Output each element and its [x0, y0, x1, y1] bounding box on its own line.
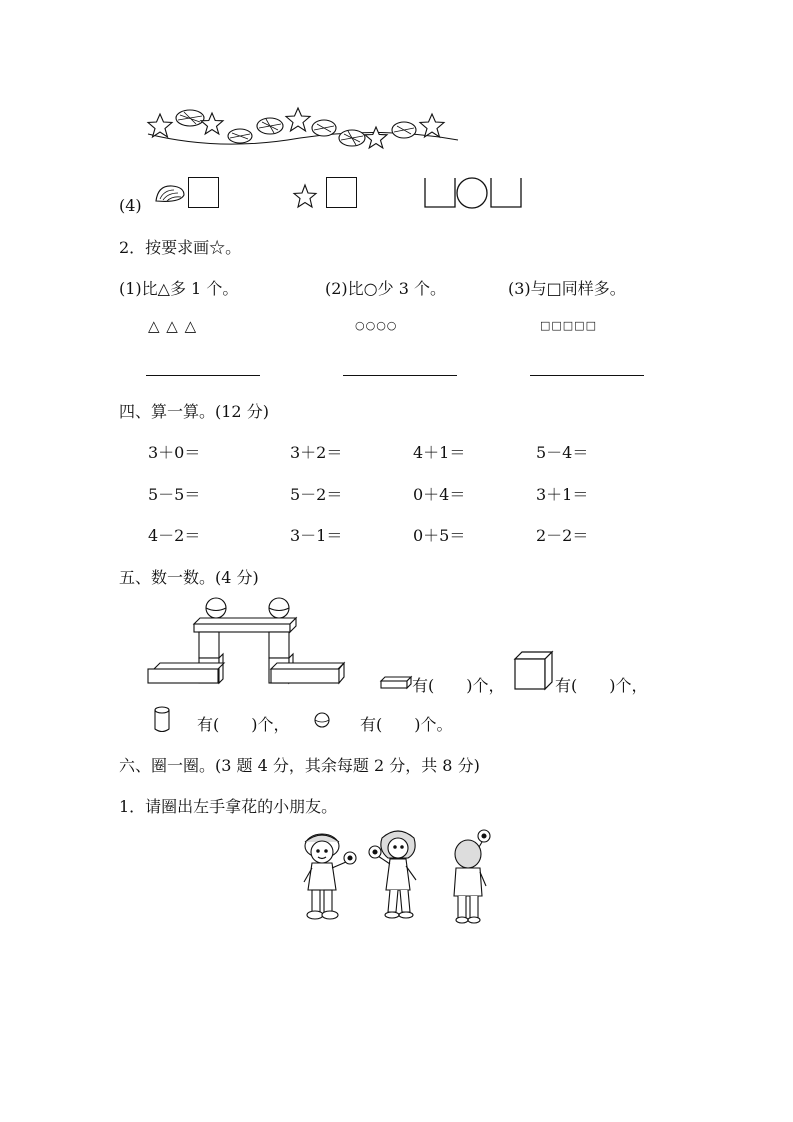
- square-shape: [326, 177, 357, 208]
- squares-row: □□□□□: [540, 319, 597, 332]
- section-4-title: 四、算一算。(12 分): [119, 402, 269, 421]
- equation: 3＋0＝: [148, 443, 201, 462]
- question-2-title: 2．按要求画☆。: [119, 238, 242, 257]
- equation: 4－2＝: [148, 526, 201, 545]
- equation: 0＋5＝: [413, 526, 466, 545]
- star-icon: [148, 114, 172, 137]
- equation: 0＋4＝: [413, 485, 466, 504]
- cylinder-icon: [153, 706, 171, 734]
- answer-line-1[interactable]: [146, 375, 260, 376]
- question-4-label: (4): [119, 196, 142, 215]
- star-icon: [420, 114, 444, 137]
- q2-item-2-label: (2)比○少 3 个。: [325, 279, 446, 298]
- open-box-shape: [424, 178, 456, 208]
- square-shape: [188, 177, 219, 208]
- star-icon: [286, 108, 310, 131]
- q2-item-1-label: (1)比△多 1 个。: [119, 279, 239, 298]
- equation: 3＋1＝: [536, 485, 589, 504]
- section-6-question-1: 1．请圈出左手拿花的小朋友。: [119, 797, 338, 816]
- star-icon: [201, 113, 223, 134]
- cuboid-icon: [381, 674, 413, 690]
- sphere-count: 有( )个。: [360, 715, 453, 734]
- circles-row: ○○○○: [355, 319, 398, 332]
- circle-shape: [456, 177, 488, 209]
- child-illustration[interactable]: [300, 828, 360, 923]
- shell-icon: [312, 120, 336, 136]
- cube-count: 有( )个，: [555, 676, 648, 695]
- answer-line-2[interactable]: [343, 375, 457, 376]
- triangles-row: △ △ △: [148, 317, 198, 335]
- cube-icon: [514, 651, 554, 691]
- equation: 5－5＝: [148, 485, 201, 504]
- equation: 5－4＝: [536, 443, 589, 462]
- cylinder-count: 有( )个，: [197, 715, 290, 734]
- equation: 5－2＝: [290, 485, 343, 504]
- sphere-icon: [313, 711, 331, 729]
- answer-line-3[interactable]: [530, 375, 644, 376]
- shell-icon: [392, 122, 416, 138]
- cuboid-count: 有( )个，: [412, 676, 505, 695]
- equation: 2－2＝: [536, 526, 589, 545]
- open-box-shape: [490, 178, 522, 208]
- block-structure: [146, 597, 346, 692]
- shell-icon: [339, 130, 365, 146]
- section-6-title: 六、圈一圈。(3 题 4 分，其余每题 2 分，共 8 分): [119, 756, 480, 775]
- equation: 3＋2＝: [290, 443, 343, 462]
- shell-icon: [228, 129, 252, 143]
- shell-icon: [154, 183, 186, 205]
- equation: 3－1＝: [290, 526, 343, 545]
- section-5-title: 五、数一数。(4 分): [119, 568, 259, 587]
- q2-item-3-label: (3)与□同样多。: [508, 279, 626, 298]
- equation: 4＋1＝: [413, 443, 466, 462]
- shell-icon: [176, 110, 204, 126]
- star-icon: [293, 184, 317, 208]
- shell-icon: [257, 118, 283, 134]
- child-illustration[interactable]: [446, 826, 496, 924]
- decorative-border: [140, 100, 460, 160]
- child-illustration[interactable]: [368, 826, 430, 921]
- star-icon: [365, 127, 387, 148]
